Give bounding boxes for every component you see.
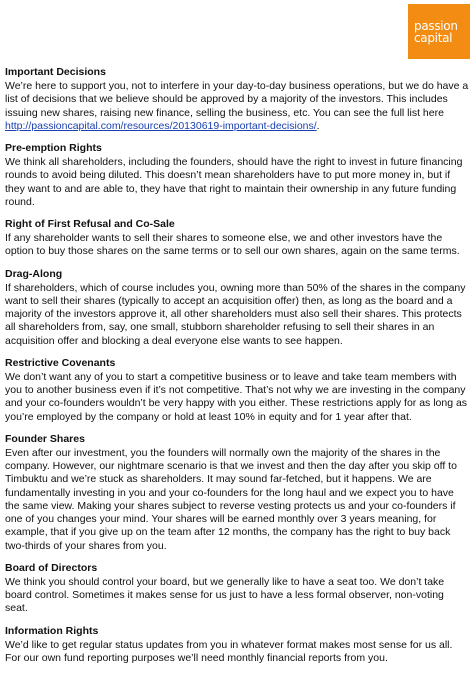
section-body-end: . — [316, 119, 320, 132]
important-decisions-link[interactable]: http://passioncapital.com/resources/20130619-important-decisions/ — [5, 119, 317, 132]
section-board-of-directors — [5, 562, 469, 616]
section-drag-along — [5, 268, 469, 348]
section-pre-emption-rights — [5, 142, 469, 209]
section-body: We don’t want any of you to start a competitive business or to leave and take team members with you to another business even if it’s not competitive. That’s not why we are investing in the company and your co-founders wouldn’t be very happy with you either. These restrictions apply for as long as you’re employed by the company or hold at least 10% in equity and for 1 year after that. — [5, 371, 468, 423]
section-heading: Pre-emption Rights — [5, 142, 102, 155]
section-body: We think you should control your board, but we generally like to have a seat too. We don’t take board control. Sometimes it makes sense for us just to have a less formal observer, non-voting seat. — [5, 575, 445, 615]
section-important-decisions — [5, 66, 469, 133]
section-founder-shares — [5, 433, 469, 553]
section-body: We think all shareholders, including the founders, should have the right to invest in future financing rounds to avoid being diluted. This doesn’t mean shareholders have to put more money in, but if they want to and are able to, they have that right to maintain their ownership in any future funding round. — [5, 156, 463, 208]
section-heading: Right of First Refusal and Co-Sale — [5, 218, 175, 231]
passion-capital-logo — [408, 4, 470, 59]
section-heading: Important Decisions — [5, 66, 106, 78]
section-body: We’re here to support you, not to interfere in your day-to-day business operations, but we do have a list of decisions that we believe should be approved by a majority of the investors. This includes issuing new shares, raising new finance, selling the business, etc. You can see the full list here — [5, 80, 469, 119]
document-body — [5, 66, 469, 674]
section-body: We’d like to get regular status updates from you in whatever format makes most sense for us all. For our own fund reporting purposes we’ll need monthly financial reports from you. — [5, 638, 453, 664]
section-body: If any shareholder wants to sell their shares to someone else, we and other investors have the option to buy those shares on the same terms or to sell our own shares, again on the same terms. — [5, 232, 460, 258]
section-body: Even after our investment, you the founders will normally own the majority of the shares in the company. However, our nightmare scenario is that we invest and then the day after you skip off to Timbuktu and we’re stuck as shareholders. It may sound far-fetched, but it happens. We are fundamentally investing in you and your co-founders for the long haul and we expect you to have the same view. Making your shares subject to reverse vesting protects us and your co-founders if one of you changes your mind. Your shares will be earned monthly over 3 years meaning, for example, that if you give up on the team after 12 months, the company has the right to buy back two-thirds of your shares from you. — [5, 447, 457, 552]
section-heading: Founder Shares — [5, 432, 85, 445]
logo-line-2: capital — [414, 30, 453, 45]
section-restrictive-covenants — [5, 357, 469, 424]
section-heading: Drag-Along — [5, 267, 63, 280]
section-heading: Information Rights — [5, 624, 99, 637]
section-body: If shareholders, which of course includes you, owning more than 50% of the shares in the company want to sell their shares (typically to accept an acquisition offer) then, as long as the board and a majority of the investors approve it, all other shareholders must also sell their shares. This protects all shareholders from, say, one small, stubborn shareholder refusing to sell their shares in an acquisition offer and blocking a deal everyone else wants to see happen. — [5, 281, 466, 347]
section-heading: Board of Directors — [5, 561, 98, 574]
section-information-rights — [5, 625, 469, 666]
section-right-of-first-refusal — [5, 218, 469, 259]
section-heading: Restrictive Covenants — [5, 356, 116, 369]
section-text — [5, 80, 469, 133]
logo-line-1: passion — [414, 18, 458, 33]
